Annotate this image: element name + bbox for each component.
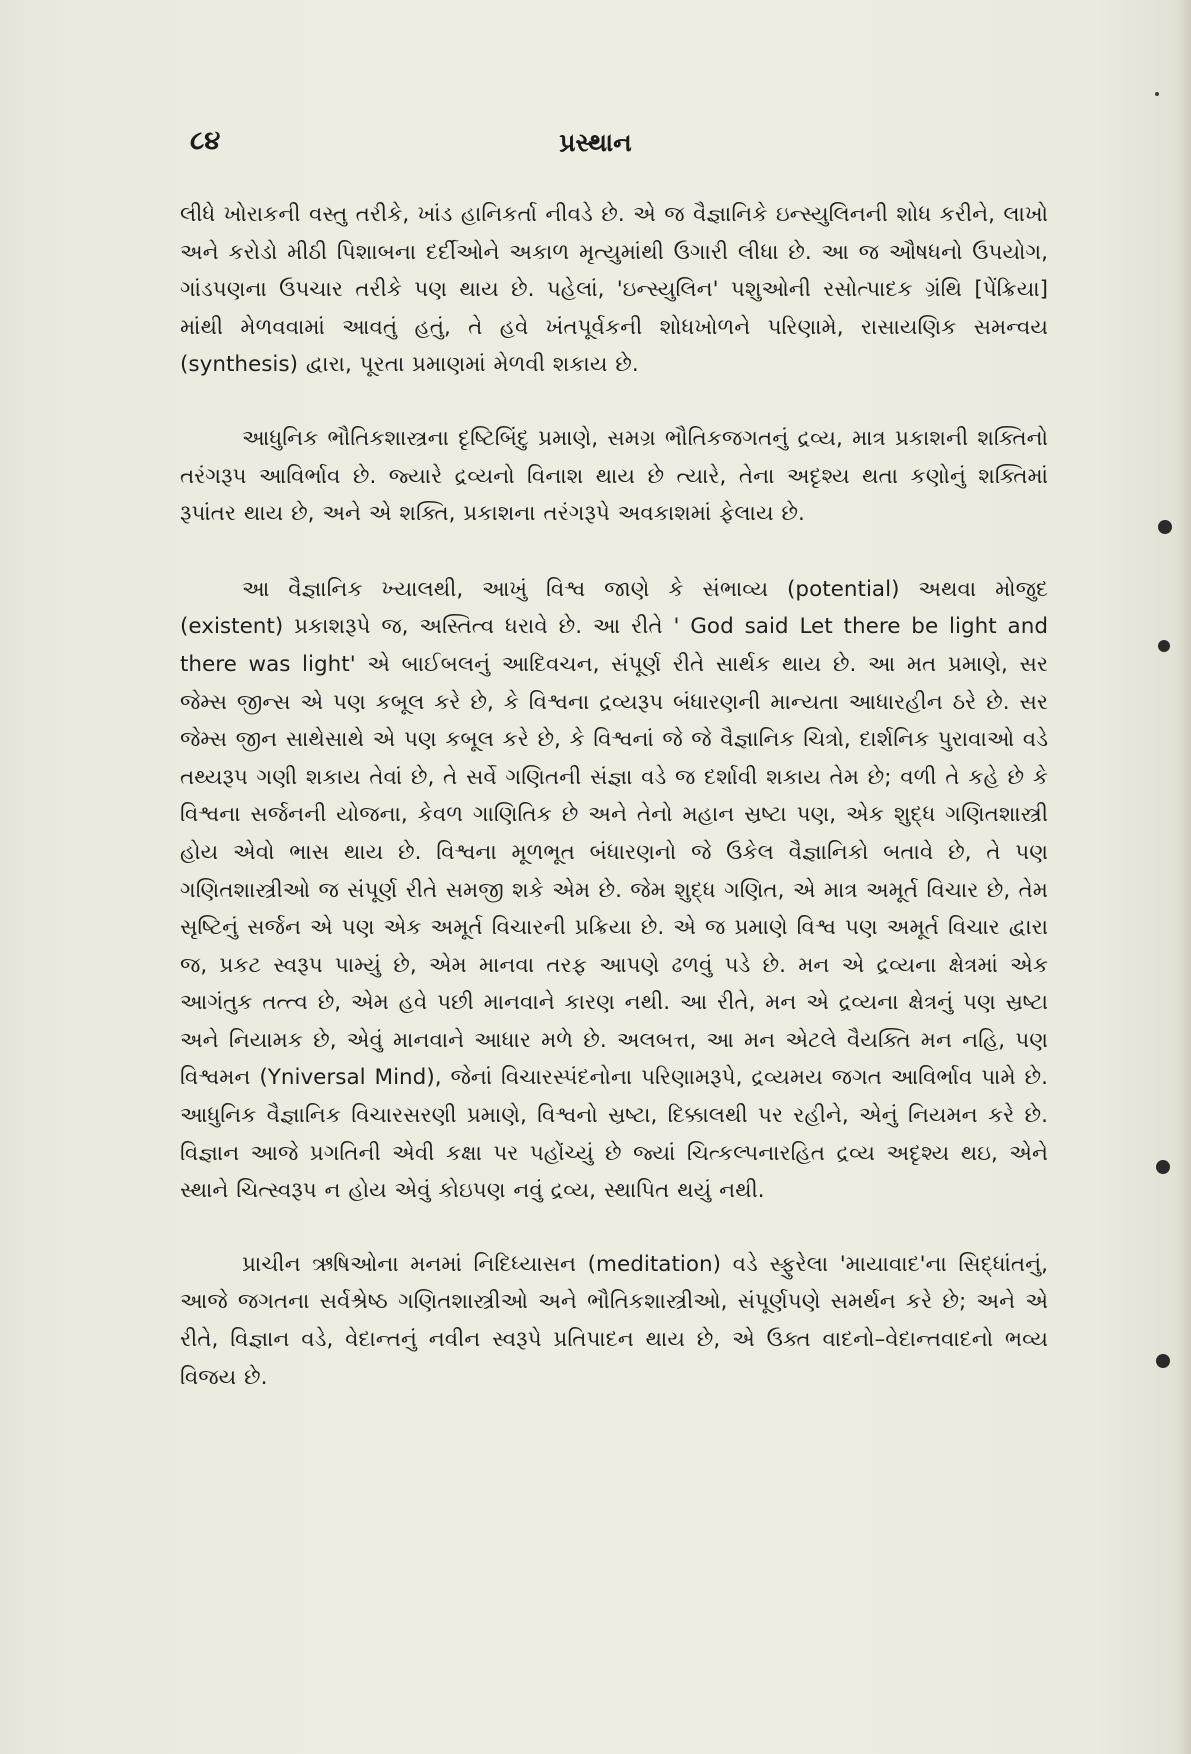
page-number: ૮૪	[190, 126, 221, 156]
paragraph-physics: આધુનિક ભૌતિકશાસ્ત્રના દૃષ્ટિબિંદુ પ્રમાણે, સમગ્ર ભૌતિકજગતનું દ્રવ્ય, માત્ર પ્રકાશની શક્તિનો તરંગરૂપ આવિર્ભાવ છે. જ્યારે દ્રવ્યનો વિનાશ થાય છે ત્યારે, તેના અદૃશ્ય થતા કણોનું શક્તિમાં રૂપાંતર થાય છે, અને એ શક્તિ, પ્રકાશના તરંગરૂપે અવકાશમાં ફેલાય છે.	[180, 425, 1048, 527]
page-header	[0, 126, 1191, 166]
paragraph-scientific-view: આ વૈજ્ઞાનિક ખ્યાલથી, આખું વિશ્વ જાણે કે સંભાવ્ય (potential) અથવા મોજુદ (existent) પ્રકાશરૂપે જ, અસ્તિત્વ ધરાવે છે. આ રીતે ' God said Let there be light and there was light' એ બાઈબલનું આદિવચન, સંપૂર્ણ રીતે સાર્થક થાય છે. આ મત પ્રમાણે, સર જેમ્સ જીન્સ એ પણ કબૂલ કરે છે, કે વિશ્વના દ્રવ્યરૂપ બંધારણની માન્યતા આધારહીન ઠરે છે. સર જેમ્સ જીન સાથેસાથે એ પણ કબૂલ કરે છે, કે વિશ્વનાં જે જે વૈજ્ઞાનિક ચિત્રો, દાર્શનિક પુરાવાઓ વડે તથ્યરૂપ ગણી શકાય તેવાં છે, તે સર્વે ગણિતની સંજ્ઞા વડે જ દર્શાવી શકાય તેમ છે; વળી તે કહે છે કે વિશ્વના સર્જનની યોજના, કેવળ ગાણિતિક છે અને તેનો મહાન સ્રષ્ટા પણ, એક શુદ્ધ ગણિતશાસ્ત્રી હોય એવો ભાસ થાય છે. વિશ્વના મૂળભૂત બંધારણનો જે ઉકેલ વૈજ્ઞાનિકો બતાવે છે, તે પણ ગણિતશાસ્ત્રીઓ જ સંપૂર્ણ રીતે સમજી શકે એમ છે. જેમ શુદ્ધ ગણિત, એ માત્ર અમૂર્ત વિચાર છે, તેમ સૃષ્ટિનું સર્જન એ પણ એક અમૂર્ત વિચારની પ્રક્રિયા છે. એ જ પ્રમાણે વિશ્વ પણ અમૂર્ત વિચાર દ્વારા જ, પ્રકટ સ્વરૂપ પામ્યું છે, એમ માનવા તરફ આપણે ઢળવું પડે છે. મન એ દ્રવ્યના ક્ષેત્રમાં એક આગંતુક તત્ત્વ છે, એમ હવે પછી માનવાને કારણ નથી. આ રીતે, મન એ દ્રવ્યના ક્ષેત્રનું પણ સ્રષ્ટા અને નિયામક છે, એવું માનવાને આધાર મળે છે. અલબત્ત, આ મન એટલે વૈયક્તિ મન નહિ, પણ વિશ્વમન (Yniversal Mind), જેનાં વિચારસ્પંદનોના પરિણામરૂપે, દ્રવ્યમય જગત આવિર્ભાવ પામે છે. આધુનિક વૈજ્ઞાનિક વિચારસરણી પ્રમાણે, વિશ્વનો સ્રષ્ટા, દિક્કાલથી પર રહીને, એનું નિયમન કરે છે. વિજ્ઞાન આજે પ્રગતિની એવી કક્ષા પર પહોંચ્યું છે જ્યાં ચિત્કલ્પનારહિત દ્રવ્ય અદૃશ્ય થઇ, એને સ્થાને ચિત્સ્વરૂપ ન હોય એવું કોઇપણ નવું દ્રવ્ય, સ્થાપિત થયું નથી.	[180, 576, 1048, 1204]
binding-hole-mark	[1158, 520, 1172, 534]
page-edge-shadow	[1177, 0, 1191, 1754]
binding-hole-mark	[1156, 1354, 1170, 1368]
page-body	[180, 196, 1048, 1396]
paper-speck	[1155, 92, 1159, 96]
paragraph-continued: લીધે ખોરાકની વસ્તુ તરીકે, ખાંડ હાનિકર્તા નીવડે છે. એ જ વૈજ્ઞાનિકે ઇન્સ્યુલિનની શોધ કરીને, લાખો અને કરોડો મીઠી પિશાબના દર્દીઓને અકાળ મૃત્યુમાંથી ઉગારી લીધા છે. આ જ ઔષધનો ઉપયોગ, ગાંડપણના ઉપચાર તરીકે પણ થાય છે. પહેલાં, 'ઇન્સ્યુલિન' પશુઓની રસોત્પાદક ગ્રંથિ [પેંક્રિયા] માંથી મેળવવામાં આવતું હતું, તે હવે ખંતપૂર્વકની શોધખોળને પરિણામે, રાસાયણિક સમન્વય (synthesis) દ્વારા, પૂરતા પ્રમાણમાં મેળવી શકાય છે.	[180, 202, 1048, 378]
binding-hole-mark	[1158, 640, 1170, 652]
running-title: પ્રસ્થાન	[559, 128, 632, 157]
binding-hole-mark	[1156, 1160, 1170, 1174]
paragraph-vedanta: પ્રાચીન ઋષિઓના મનમાં નિદિધ્યાસન (meditation) વડે સ્ફુરેલા 'માયાવાદ'ના સિદ્ધાંતનું, આજે જગતના સર્વશ્રેષ્ઠ ગણિતશાસ્ત્રીઓ અને ભૌતિકશાસ્ત્રીઓ, સંપૂર્ણપણે સમર્થન કરે છે; અને એ રીતે, વિજ્ઞાન વડે, વેદાન્તનું નવીન સ્વરૂપે પ્રતિપાદન થાય છે, એ ઉક્ત વાદનો–વેદાન્તવાદનો ભવ્ય વિજય છે.	[180, 1251, 1048, 1390]
